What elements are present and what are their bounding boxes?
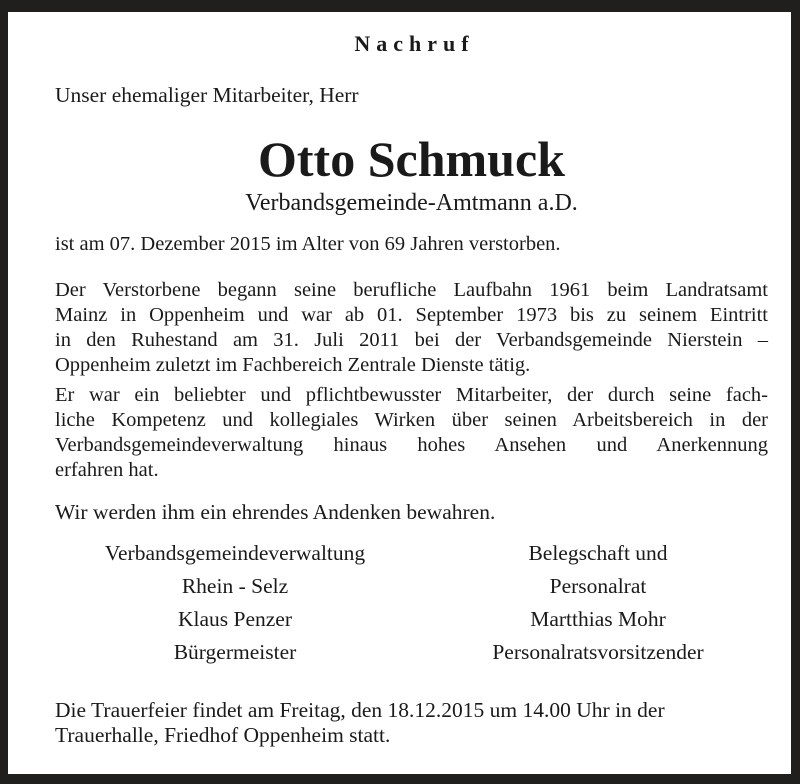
text-line: erfahren hat. [55, 459, 159, 481]
text-line: Verbandsgemeindeverwaltung [104, 541, 366, 565]
text-line: Trauerhalle, Friedhof Oppenheim statt. [55, 723, 391, 747]
text-line: Belegschaft und [528, 541, 668, 565]
deceased-name: Otto Schmuck [258, 131, 565, 187]
text-line: Bürgermeister [173, 640, 297, 664]
text-line: liche Kompetenz und kollegiales Wirken über seinen Arbeitsbereich in der [55, 409, 768, 431]
tribute-paragraph [55, 383, 768, 483]
career-paragraph [55, 278, 768, 378]
signature-left-column [55, 537, 415, 669]
text-line: Die Trauerfeier findet am Freitag, den 18.12.2015 um 14.00 Uhr in der [55, 698, 665, 722]
text-line: in den Ruhestand am 31. Juli 2011 bei der Verbandsgemeinde Nierstein – [55, 329, 768, 351]
signature-right-column [428, 537, 768, 669]
signature-block [55, 537, 768, 669]
death-statement: ist am 07. Dezember 2015 im Alter von 69 Jahren verstorben. [55, 233, 561, 255]
notice-title: Nachruf [354, 31, 475, 56]
text-line: Martthias Mohr [530, 607, 666, 631]
text-line: Verbandsgemeindeverwaltung hinaus hohes Ansehen und Anerkennung [55, 434, 768, 456]
funeral-info [55, 698, 768, 748]
deceased-job-title: Verbandsgemeinde-Amtmann a.D. [245, 190, 578, 216]
text-line: Der Verstorbene begann seine berufliche Laufbahn 1961 beim Landratsamt [55, 279, 768, 301]
text-line: Klaus Penzer [177, 607, 293, 631]
remembrance-line: Wir werden ihm ein ehrendes Andenken bewahren. [55, 500, 496, 524]
notice-content [55, 31, 768, 748]
text-line: Er war ein beliebter und pflichtbewusster Mitarbeiter, der durch seine fach- [55, 384, 768, 406]
text-line: Rhein - Selz [181, 574, 289, 598]
text-line: Mainz in Oppenheim und war ab 01. September 1973 bis zu seinem Eintritt [55, 304, 768, 326]
text-line: Personalratsvorsitzender [492, 640, 704, 664]
text-line: Oppenheim zuletzt im Fachbereich Zentrale Dienste tätig. [55, 354, 531, 376]
text-line: Personalrat [549, 574, 647, 598]
intro-line: Unser ehemaliger Mitarbeiter, Herr [55, 83, 359, 107]
